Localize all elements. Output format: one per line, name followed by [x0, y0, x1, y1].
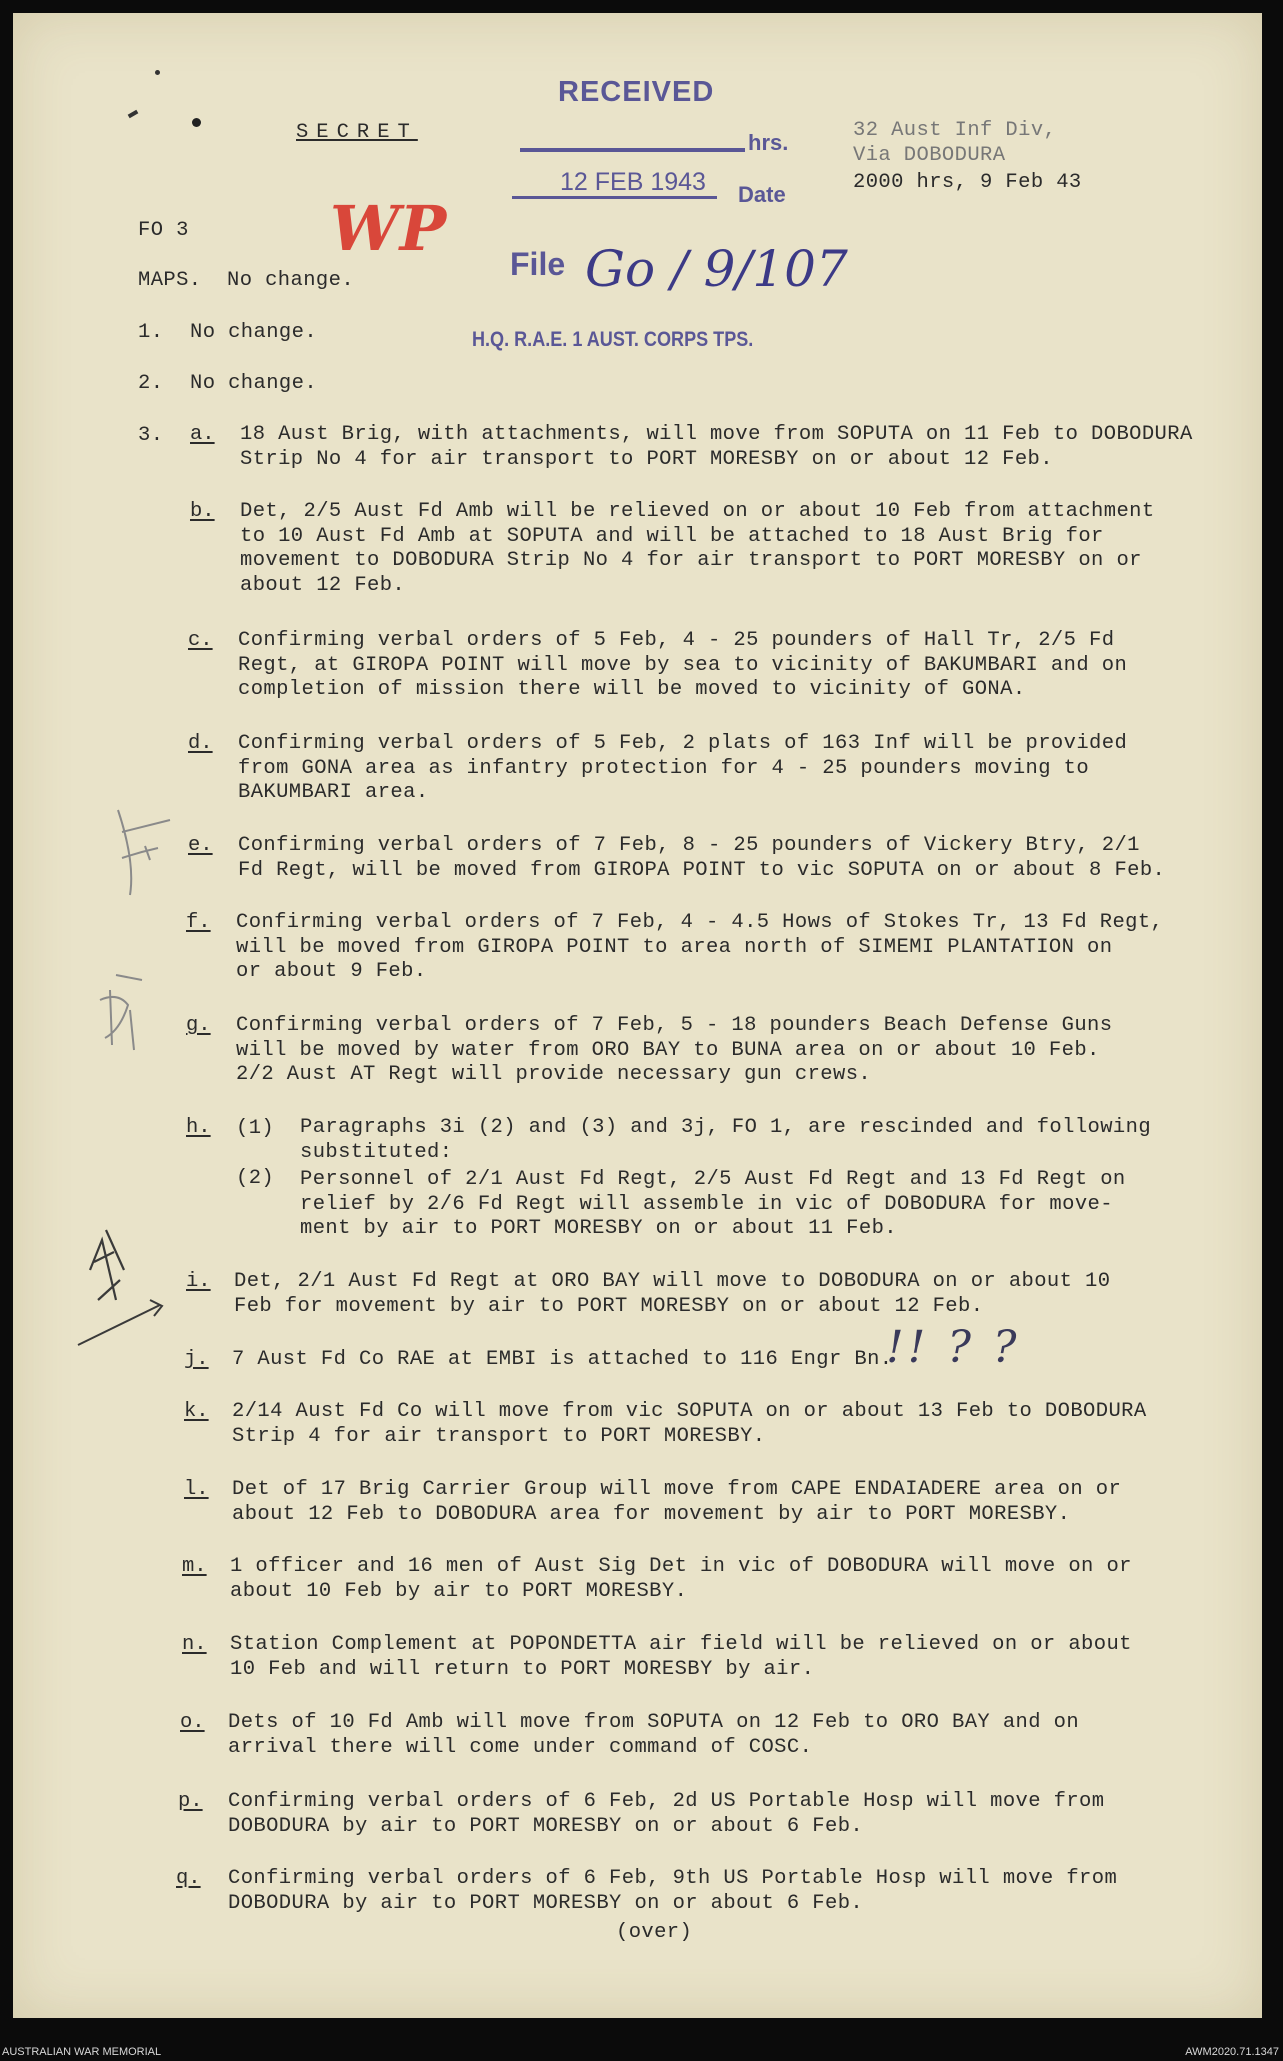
item-letter: h. — [186, 1116, 211, 1139]
item-text: Det, 2/1 Aust Fd Regt at ORO BAY will move to DOBODURA on or about 10 Feb for movement by air to PORT MORESBY on or about 12 Feb. — [234, 1270, 1111, 1318]
stamp-date-label: Date — [738, 182, 786, 207]
section-maps-label: MAPS. — [138, 269, 202, 292]
item-text: Confirming verbal orders of 7 Feb, 8 - 25 pounders of Vickery Btry, 2/1 Fd Regt, will be moved from GIROPA POINT to vic SOPUTA on or about 8 Feb. — [238, 834, 1166, 882]
section-1-label: 1. — [138, 321, 164, 344]
section-1-text: No change. — [190, 321, 318, 344]
stamp-date-value: 12 FEB 1943 — [560, 168, 706, 196]
item-text: Dets of 10 Fd Amb will move from SOPUTA on 12 Feb to ORO BAY and on arrival there will come under command of COSC. — [228, 1711, 1080, 1759]
item-text: Confirming verbal orders of 7 Feb, 4 - 4.5 Hows of Stokes Tr, 13 Fd Regt, will be moved from GIROPA POINT to area north of SIMEMI PLANTATION on or about 9 Feb. — [236, 911, 1164, 983]
sub-item-number: (1) — [236, 1117, 275, 1140]
item-letter: d. — [188, 732, 213, 755]
item-text: Confirming verbal orders of 5 Feb, 2 plats of 163 Inf will be provided from GONA area as infantry protection for 4 - 25 pounders moving to BAKUMBARI area. — [238, 732, 1128, 804]
item-letter: a. — [190, 423, 215, 446]
item-text: 18 Aust Brig, with attachments, will move from SOPUTA on 11 Feb to DOBODURA Strip No 4 for air transport to PORT MORESBY on or about 12 Feb. — [240, 423, 1193, 471]
origin-line-2: Via DOBODURA — [853, 144, 1006, 167]
item-text: 2/14 Aust Fd Co will move from vic SOPUTA on or about 13 Feb to DOBODURA Strip 4 for air transport to PORT MORESBY. — [232, 1400, 1147, 1448]
item-letter: b. — [190, 500, 215, 523]
section-2-text: No change. — [190, 372, 318, 395]
section-2-label: 2. — [138, 372, 164, 395]
item-letter: g. — [186, 1014, 211, 1037]
item-letter: i. — [186, 1270, 211, 1293]
section-maps-text: No change. — [227, 269, 355, 292]
handwritten-query: !! ? ? — [886, 1322, 1021, 1373]
footer-reference: AWM2020.71.1347 — [1185, 2046, 1279, 2058]
order-number: FO 3 — [138, 219, 189, 242]
item-letter: q. — [176, 1867, 201, 1890]
origin-line-1: 32 Aust Inf Div, — [853, 119, 1057, 142]
footer-credit: AUSTRALIAN WAR MEMORIAL — [2, 2046, 162, 2058]
message-datetime: 2000 hrs, 9 Feb 43 — [853, 171, 1082, 194]
file-number: Go / 9/107 — [585, 240, 848, 298]
item-letter: c. — [188, 629, 213, 652]
stamp-hrs-label: hrs. — [748, 130, 789, 155]
item-text: Confirming verbal orders of 5 Feb, 4 - 25 pounders of Hall Tr, 2/5 Fd Regt, at GIROPA POINT will move by sea to vicinity of BAKUMBARI and on completion of mission there will be moved to vicinity of GONA. — [238, 629, 1128, 701]
item-letter: o. — [180, 1711, 205, 1734]
item-text: Det of 17 Brig Carrier Group will move from CAPE ENDAIADERE area on or about 12 Feb to DOBODURA area for movement by air to PORT MORESBY. — [232, 1478, 1122, 1526]
item-text: Det, 2/5 Aust Fd Amb will be relieved on or about 10 Feb from attachment to 10 Aust Fd Amb at SOPUTA and will be attached to 18 Aust Brig for movement to DOBODURA Strip No 4 for air transport to PORT MORESBY on or about 12 Feb. — [240, 500, 1155, 597]
red-initials: WP — [330, 192, 447, 265]
item-letter: m. — [182, 1555, 207, 1578]
ink-mark — [192, 118, 201, 127]
item-text: Station Complement at POPONDETTA air field will be relieved on or about 10 Feb and will return to PORT MORESBY by air. — [230, 1633, 1132, 1681]
stamp-hrs-line — [520, 148, 745, 152]
item-letter: f. — [186, 911, 211, 934]
item-text: Confirming verbal orders of 6 Feb, 9th US Portable Hosp will move from DOBODURA by air to PORT MORESBY on or about 6 Feb. — [228, 1867, 1118, 1915]
sub-item-number: (2) — [236, 1167, 275, 1190]
sub-item-text: Paragraphs 3i (2) and (3) and 3j, FO 1, are rescinded and following substituted: — [300, 1116, 1152, 1164]
item-letter: l. — [184, 1478, 209, 1501]
received-stamp-title: RECEIVED — [558, 76, 715, 108]
item-text: Confirming verbal orders of 7 Feb, 5 - 18 pounders Beach Defense Guns will be moved by water from ORO BAY to BUNA area on or about 10 Feb. 2/2 Aust AT Regt will provide necessary gun crews. — [236, 1014, 1113, 1086]
item-letter: k. — [184, 1400, 209, 1423]
security-classification: SECRET — [296, 121, 418, 144]
stamp-file-label: File — [510, 246, 566, 282]
over-note: (over) — [616, 1921, 693, 1944]
section-3-label: 3. — [138, 424, 164, 447]
ink-mark — [155, 70, 160, 75]
item-text: Confirming verbal orders of 6 Feb, 2d US Portable Hosp will move from DOBODURA by air to PORT MORESBY on or about 6 Feb. — [228, 1790, 1105, 1838]
item-text: 7 Aust Fd Co RAE at EMBI is attached to 116 Engr Bn. — [232, 1348, 893, 1371]
item-letter: n. — [182, 1633, 207, 1656]
stamp-unit: H.Q. R.A.E. 1 AUST. CORPS TPS. — [472, 328, 754, 351]
item-text: 1 officer and 16 men of Aust Sig Det in vic of DOBODURA will move on or about 10 Feb by air to PORT MORESBY. — [230, 1555, 1132, 1603]
item-letter: j. — [184, 1348, 209, 1371]
sub-item-text: Personnel of 2/1 Aust Fd Regt, 2/5 Aust Fd Regt and 13 Fd Regt on relief by 2/6 Fd Regt will assemble in vic of DOBODURA for move- ment by air to PORT MORESBY on or about 11 Feb. — [300, 1168, 1126, 1240]
item-letter: p. — [178, 1790, 203, 1813]
item-letter: e. — [188, 834, 213, 857]
